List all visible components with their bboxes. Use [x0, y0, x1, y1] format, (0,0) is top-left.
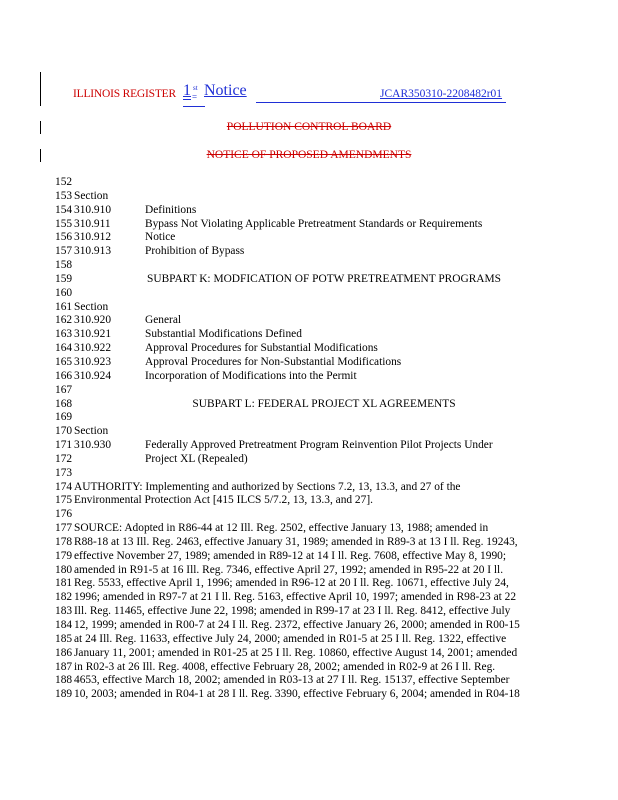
line-text: SOURCE: Adopted in R86-44 at 12 Ill. Reg. 2502, effective January 13, 1988; amended in — [74, 522, 489, 535]
line-number: 174 — [55, 480, 73, 493]
issue-superscript: st — [193, 84, 198, 92]
line-number: 180 — [55, 563, 73, 576]
text-line — [55, 564, 595, 578]
line-number: 178 — [55, 535, 73, 548]
text-line — [55, 619, 595, 633]
notice-title: NOTICE OF PROPOSED AMENDMENTS — [206, 149, 412, 161]
line-text: Reg. 5533, effective April 1, 1996; amended in R96-12 at 20 I ll. Reg. 10671, effective July 24, — [74, 577, 509, 590]
line-text: effective November 27, 1989; amended in R89-12 at 14 I ll. Reg. 7608, effective May 8, 1990; — [74, 549, 506, 562]
line-number: 185 — [55, 632, 73, 645]
line-number: 173 — [55, 466, 73, 479]
section-number: 310.920 — [74, 314, 112, 327]
line-number: 179 — [55, 549, 73, 562]
section-title: Definitions — [145, 203, 197, 216]
text-line — [55, 425, 595, 439]
line-number: 161 — [55, 300, 73, 313]
text-line — [55, 314, 595, 328]
text-line — [55, 411, 595, 425]
line-text: AUTHORITY: Implementing and authorized by Sections 7.2, 13, 13.3, and 27 of the — [74, 480, 461, 493]
line-text: 12, 1999; amended in R00-7 at 24 I ll. Reg. 2372, effective January 26, 2000; amended in R00-15 — [74, 619, 520, 631]
line-number: 171 — [55, 439, 73, 452]
line-number: 154 — [55, 203, 73, 216]
line-number: 183 — [55, 605, 73, 618]
line-number: 157 — [55, 245, 73, 258]
text-line — [55, 273, 595, 287]
section-title: Approval Procedures for Substantial Modifications — [145, 342, 378, 355]
line-number: 166 — [55, 369, 73, 382]
line-text: Section — [74, 189, 109, 202]
text-line — [55, 633, 595, 647]
section-number: 310.922 — [74, 342, 112, 355]
text-line — [55, 467, 595, 481]
line-number: 159 — [55, 272, 73, 285]
line-text: in R02-3 at 26 Ill. Reg. 4008, effective February 28, 2002; amended in R02-9 at 26 I ll. Reg. — [74, 660, 496, 673]
line-number: 177 — [55, 522, 73, 535]
text-line — [55, 328, 595, 342]
line-number: 155 — [55, 217, 73, 230]
text-line — [55, 398, 595, 412]
issue-number: 1 — [183, 82, 191, 99]
text-line — [55, 688, 595, 702]
line-number: 182 — [55, 591, 73, 604]
text-line — [55, 301, 595, 315]
section-number: 310.930 — [74, 439, 112, 452]
line-number: 165 — [55, 355, 73, 368]
subpart-heading: SUBPART L: FEDERAL PROJECT XL AGREEMENTS — [192, 397, 456, 410]
line-number: 170 — [55, 425, 73, 438]
section-number: 310.924 — [74, 369, 112, 382]
line-text: R88-18 at 13 Ill. Reg. 2463, effective January 31, 1989; amended in R89-3 at 13 I ll. Reg. 19243, — [74, 535, 518, 548]
text-line — [55, 231, 595, 245]
line-number: 162 — [55, 314, 73, 327]
section-title: Bypass Not Violating Applicable Pretreatment Standards or Requirements — [145, 217, 483, 230]
line-text: January 11, 2001; amended in R01-25 at 25 I ll. Reg. 10860, effective August 14, 2001; amended — [74, 646, 518, 659]
section-number: 310.921 — [74, 328, 112, 341]
line-number: 176 — [55, 508, 73, 521]
section-title: Federally Approved Pretreatment Program Reinvention Pilot Projects Under — [145, 439, 493, 452]
text-line — [55, 342, 595, 356]
text-line — [55, 439, 595, 453]
text-line — [55, 647, 595, 661]
document-code: JCAR350310-2208482r01 — [380, 88, 503, 100]
line-number: 188 — [55, 674, 73, 687]
section-title: General — [145, 314, 182, 327]
text-line — [55, 550, 595, 564]
line-number: 184 — [55, 619, 73, 631]
line-number: 167 — [55, 383, 73, 396]
section-title: Substantial Modifications Defined — [145, 328, 302, 341]
line-text: 10, 2003; amended in R04-1 at 28 I ll. Reg. 3390, effective February 6, 2004; amended in R04-18 — [74, 688, 520, 701]
text-line — [55, 661, 595, 675]
line-text: amended in R91-5 at 16 Ill. Reg. 7346, effective April 27, 1992; amended in R95-22 at 20 I ll. — [74, 563, 504, 576]
section-title: Incorporation of Modifications into the Permit — [145, 369, 357, 382]
text-line — [55, 605, 595, 619]
line-number: 156 — [55, 231, 73, 244]
text-line — [55, 522, 595, 536]
text-line — [55, 384, 595, 398]
text-line — [55, 176, 595, 190]
text-line — [55, 508, 595, 522]
line-text: at 24 Ill. Reg. 11633, effective July 24, 2000; amended in R01-5 at 25 I ll. Reg. 1322, effective — [74, 632, 507, 645]
line-text: Section — [74, 425, 109, 438]
register-label: ILLINOIS REGISTER — [73, 88, 176, 100]
text-line — [55, 245, 595, 259]
field-marker: = — [192, 92, 198, 102]
line-number: 153 — [55, 189, 73, 202]
numbered-text-body — [55, 176, 595, 702]
section-number: 310.913 — [74, 245, 112, 258]
text-line — [55, 481, 595, 495]
text-line — [55, 259, 595, 273]
line-number: 152 — [55, 176, 73, 188]
text-line — [55, 356, 595, 370]
line-number: 160 — [55, 286, 73, 299]
underline-rule — [256, 102, 506, 103]
text-line — [55, 204, 595, 218]
line-text: Section — [74, 300, 109, 313]
text-line — [55, 287, 595, 301]
underline-rule — [183, 106, 205, 107]
text-line — [55, 536, 595, 550]
section-number: 310.923 — [74, 355, 112, 368]
line-text: Ill. Reg. 11465, effective June 22, 1998; amended in R99-17 at 23 I ll. Reg. 8412, effective July — [74, 605, 511, 618]
section-title-continued: Project XL (Repealed) — [145, 452, 248, 465]
page-header — [73, 82, 533, 108]
line-number: 163 — [55, 328, 73, 341]
section-number: 310.912 — [74, 231, 112, 244]
line-number: 186 — [55, 646, 73, 659]
revision-bar — [40, 72, 41, 106]
text-line — [55, 591, 595, 605]
text-line — [55, 370, 595, 384]
line-number: 181 — [55, 577, 73, 590]
line-text: Environmental Protection Act [415 ILCS 5/7.2, 13, 13.3, and 27]. — [74, 494, 373, 507]
subpart-heading: SUBPART K: MODFICATION OF POTW PRETREATMENT PROGRAMS — [147, 272, 501, 285]
line-number: 175 — [55, 494, 73, 507]
line-number: 189 — [55, 688, 73, 701]
section-title: Approval Procedures for Non-Substantial Modifications — [145, 355, 402, 368]
line-number: 164 — [55, 342, 73, 355]
line-number: 172 — [55, 452, 73, 465]
text-line — [55, 674, 595, 688]
line-text: 1996; amended in R97-7 at 21 I ll. Reg. 5163, effective April 10, 1997; amended in R98-23 at 22 — [74, 591, 517, 604]
text-line — [55, 494, 595, 508]
section-number: 310.910 — [74, 203, 112, 216]
text-line — [55, 218, 595, 232]
line-number: 158 — [55, 259, 73, 272]
notice-label: Notice — [204, 82, 247, 99]
text-line — [55, 577, 595, 591]
text-line — [55, 190, 595, 204]
line-number: 168 — [55, 397, 73, 410]
line-number: 169 — [55, 411, 73, 424]
text-line — [55, 453, 595, 467]
section-title: Prohibition of Bypass — [145, 245, 245, 258]
section-title: Notice — [145, 231, 176, 244]
line-number: 187 — [55, 660, 73, 673]
line-text: 4653, effective March 18, 2002; amended in R03-13 at 27 I ll. Reg. 15137, effective September — [74, 674, 510, 687]
section-number: 310.911 — [74, 217, 111, 230]
agency-title: POLLUTION CONTROL BOARD — [226, 121, 392, 133]
